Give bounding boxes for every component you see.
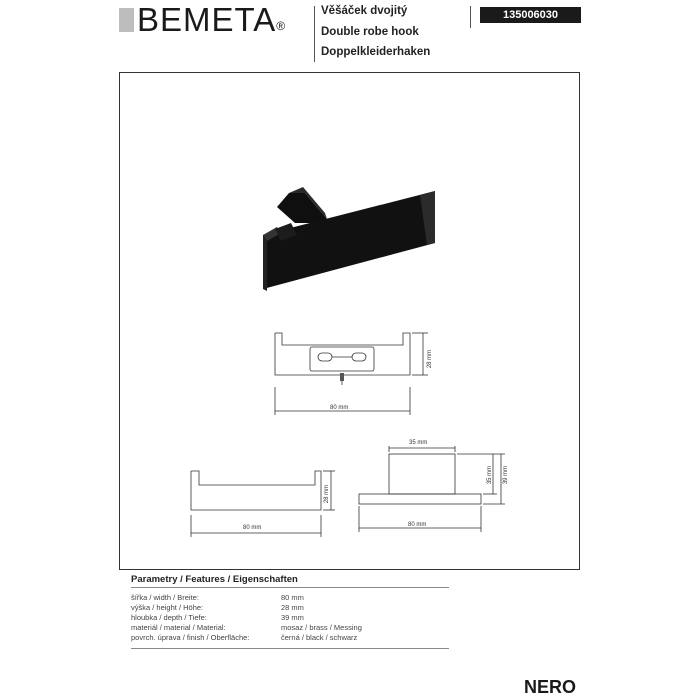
registered-mark: ® [276, 19, 287, 33]
front-view-height-label: 28 mm [324, 484, 331, 504]
param-label-width: šířka / width / Breite: [131, 593, 199, 602]
title-german: Doppelkleiderhaken [321, 46, 431, 58]
param-label-depth: hloubka / depth / Tiefe: [131, 613, 207, 622]
parameters-divider-bottom [131, 648, 449, 649]
side-view-drawing [355, 440, 515, 540]
product-series: NERO [524, 677, 577, 697]
header-divider-2 [470, 6, 471, 28]
top-view-height-label: 28 mm [427, 349, 434, 369]
param-label-finish: povrch. úprava / finish / Oberfläche: [131, 633, 250, 642]
header-divider [314, 6, 315, 62]
param-value-width: 80 mm [281, 593, 304, 602]
param-value-height: 28 mm [281, 603, 304, 612]
side-view-width-label: 80 mm [408, 522, 427, 528]
title-english: Double robe hook [321, 26, 419, 38]
param-value-finish: černá / black / schwarz [281, 633, 358, 642]
logo-mark [119, 8, 134, 32]
product-code: 135006030 [480, 7, 581, 23]
parameters-title: Parametry / Features / Eigenschaften [131, 574, 298, 585]
side-view-height-1-label: 35 mm [487, 465, 494, 485]
front-view-width-label: 80 mm [243, 525, 262, 531]
top-view-width-label: 80 mm [330, 405, 349, 411]
title-czech: Věšáček dvojitý [321, 5, 408, 17]
brand-name: BEMETA [137, 1, 277, 38]
brand-logo [137, 2, 286, 38]
side-view-top-label: 35 mm [409, 440, 428, 446]
param-value-depth: 39 mm [281, 613, 304, 622]
front-view-drawing [185, 465, 350, 545]
product-image [255, 183, 440, 293]
top-view-drawing [270, 325, 440, 430]
param-label-height: výška / height / Höhe: [131, 603, 204, 612]
param-label-material: materiál / material / Material: [131, 623, 226, 632]
parameters-divider-top [131, 587, 449, 588]
param-value-material: mosaz / brass / Messing [281, 623, 362, 632]
side-view-height-2-label: 39 mm [503, 465, 510, 485]
